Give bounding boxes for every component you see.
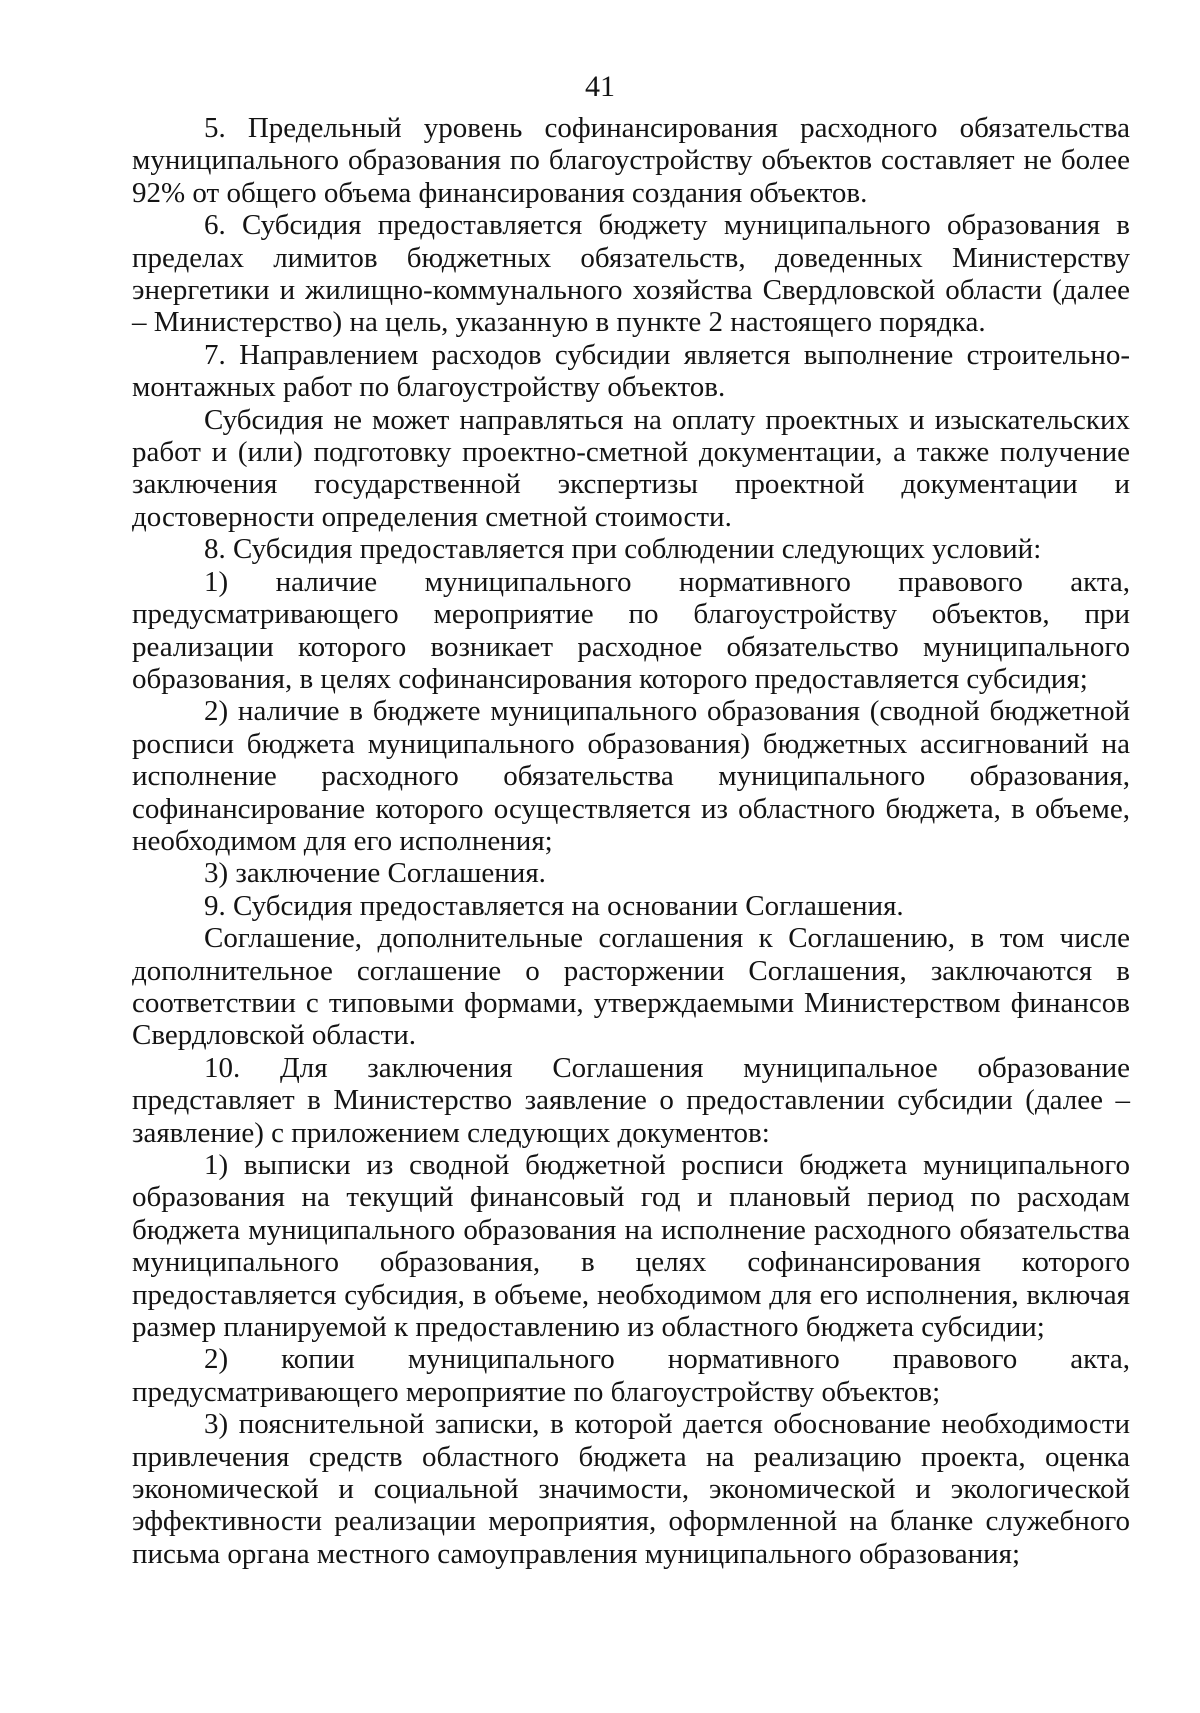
paragraph-5: 5. Предельный уровень софинансирования расходного обязательства муниципального образования по благоустройству объектов составляет не более 92% от общего объема финансирования создания объектов. xyxy=(132,112,1130,209)
paragraph-7: 7. Направлением расходов субсидии является выполнение строительно-монтажных работ по благоустройству объектов. xyxy=(132,338,1130,404)
paragraph-9: 9. Субсидия предоставляется на основании Соглашения. xyxy=(204,889,904,922)
paragraph-7-note: Субсидия не может направляться на оплату проектных и изыскательских работ и (или) подготовку проектно-сметной документации, а также получение заключения государственной экспертизы проектной документации и достоверности определения сметной стоимости. xyxy=(132,403,1130,533)
paragraph-8-item-1: 1) наличие муниципального нормативного правового акта, предусматривающего мероприятие по благоустройству объектов, при реализации которого возникает расходное обязательство муниципального образования, в целях софинансирования которого предоставляется субсидия; xyxy=(132,565,1130,695)
paragraph-8-item-3: 3) заключение Соглашения. xyxy=(204,857,546,890)
paragraph-10-item-3: 3) пояснительной записки, в которой дается обоснование необходимости привлечения средств областного бюджета на реализацию проекта, оценка экономической и социальной значимости, экономической и экологической эффективности реализации мероприятия, оформленной на бланке служебного письма органа местного самоуправления муниципального образования; xyxy=(132,1408,1130,1570)
paragraph-10-item-1: 1) выписки из сводной бюджетной росписи бюджета муниципального образования на текущий финансовый год и плановый период по расходам бюджета муниципального образования на исполнение расходного обязательства муниципального образования, в целях софинансирования которого предоставляется субсидия, в объеме, необходимом для его исполнения, включая размер планируемой к предоставлению из областного бюджета субсидии; xyxy=(132,1149,1130,1344)
paragraph-8: 8. Субсидия предоставляется при соблюдении следующих условий: xyxy=(204,533,1042,566)
page-number: 41 xyxy=(585,70,615,103)
paragraph-6: 6. Субсидия предоставляется бюджету муниципального образования в пределах лимитов бюджетных обязательств, доведенных Министерству энергетики и жилищно-коммунального хозяйства Свердловской области (далее – Министерство) на цель, указанную в пункте 2 настоящего порядка. xyxy=(132,209,1130,339)
paragraph-9-note: Соглашение, дополнительные соглашения к Соглашению, в том числе дополнительное соглашение о расторжении Соглашения, заключаются в соответствии с типовыми формами, утверждаемыми Министерством финансов Свердловской области. xyxy=(132,922,1130,1052)
document-body xyxy=(132,112,1130,1570)
paragraph-10: 10. Для заключения Соглашения муниципальное образование представляет в Министерство заявление о предоставлении субсидии (далее – заявление) с приложением следующих документов: xyxy=(132,1051,1130,1149)
paragraph-10-item-2: 2) копии муниципального нормативного правового акта, предусматривающего мероприятие по благоустройству объектов; xyxy=(132,1343,1130,1408)
paragraph-8-item-2: 2) наличие в бюджете муниципального образования (сводной бюджетной росписи бюджета муниципального образования) бюджетных ассигнований на исполнение расходного обязательства муниципального образования, софинансирование которого осуществляется из областного бюджета, в объеме, необходимом для его исполнения; xyxy=(132,695,1130,857)
